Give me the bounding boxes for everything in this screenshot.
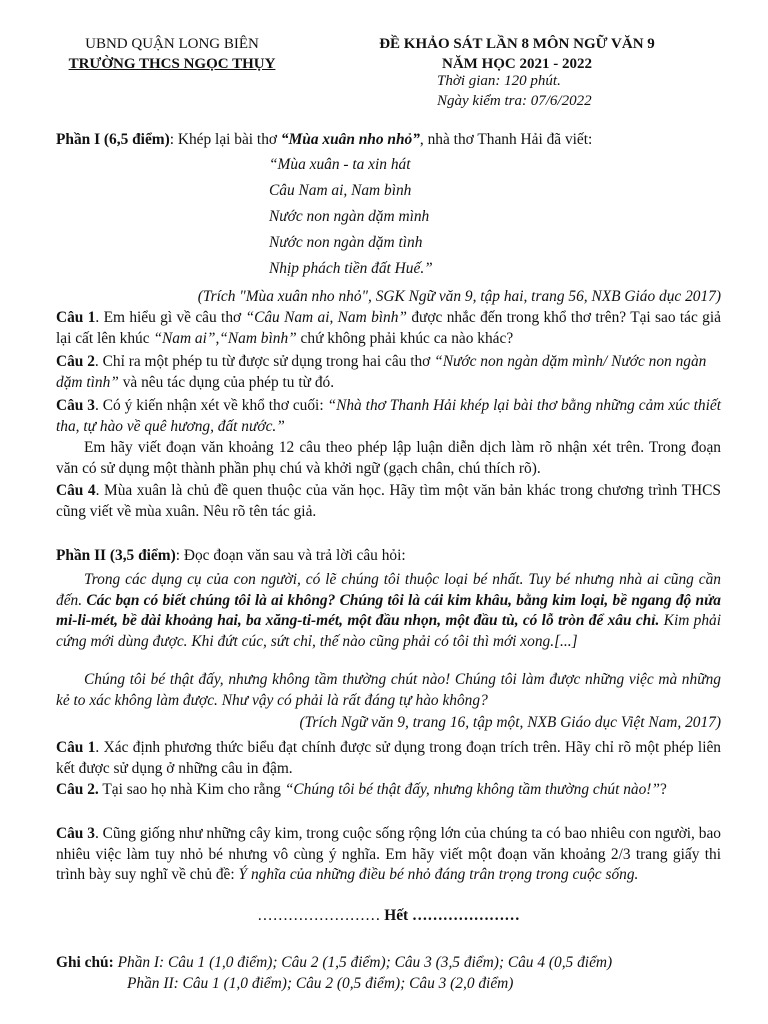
bold-sentences: Các bạn có biết chúng tôi là ai không? Chúng tôi là cái kim khâu, bằng kim loại, bề ngang độ nửa mi-li-mét, bề dài khoảng hai, ba xăng-ti-mét, một đầu nhọn, một đầu tù, có lỗ tròn để xâu chỉ. bbox=[56, 591, 721, 630]
paragraph-text: Trong các dụng cụ của con người, có lẽ chúng tôi thuộc loại bé nhất. Tuy bé nhưng nhà ai cũng cần đến. bbox=[56, 571, 721, 609]
question-text: . Có ý kiến nhận xét về khổ thơ cuối: bbox=[95, 397, 328, 414]
org-name: UBND QUẬN LONG BIÊN bbox=[85, 36, 259, 52]
poem-line: “Mùa xuân - ta xin hát bbox=[269, 156, 411, 173]
question-quote: “Nước non ngàn dặm mình/ Nước non ngàn dặm tình” bbox=[56, 353, 707, 391]
question-label: Câu 2. bbox=[56, 781, 99, 798]
part1-intro bbox=[56, 130, 721, 151]
question-label: Câu 3 bbox=[56, 397, 95, 414]
part2-heading: Phần II (3,5 điểm) bbox=[56, 547, 176, 564]
end-marker bbox=[56, 906, 721, 927]
question-text: . Cũng giống như những cây kim, trong cuộc sống rộng lớn của chúng ta có bao nhiêu con người, bao nhiêu việc làm tuy nhỏ bé nhưng vô cùng ý nghĩa. Em hãy viết một đoạn văn khoảng 2/3 trang giấy thi trình bày suy nghĩ về chủ đề: bbox=[56, 825, 721, 884]
poem-line: Câu Nam ai, Nam bình bbox=[269, 182, 412, 199]
poem-line: Nhịp phách tiền đất Huế.” bbox=[269, 260, 433, 277]
part2-source: (Trích Ngữ văn 9, trang 16, tập một, NXB Giáo dục Việt Nam, 2017) bbox=[299, 714, 721, 731]
question-quote: “Nhà thơ Thanh Hải khép lại bài thơ bằng những cảm xúc thiết tha, tự hào về quê hương, đất nước.” bbox=[56, 397, 721, 435]
exam-meta bbox=[437, 71, 592, 111]
part2-intro-text: : Đọc đoạn văn sau và trả lời câu hỏi: bbox=[175, 547, 406, 564]
note-label: Ghi chú: bbox=[56, 954, 114, 971]
poem-excerpt bbox=[269, 152, 433, 282]
poem-line: Nước non ngàn dặm mình bbox=[269, 208, 430, 225]
question-quote: “Nam ai”,“Nam bình” bbox=[153, 329, 297, 347]
question-text: ? bbox=[659, 781, 667, 798]
note-line: Phần I: Câu 1 (1,0 điểm); Câu 2 (1,5 điểm); Câu 3 (3,5 điểm); Câu 4 (0,5 điểm) bbox=[117, 954, 613, 971]
exam-time: Thời gian: 120 phút. bbox=[437, 73, 561, 89]
exam-title: ĐỀ KHẢO SÁT LẦN 8 MÔN NGỮ VĂN 9 bbox=[379, 36, 655, 52]
part2-question-1 bbox=[56, 738, 721, 779]
question-quote: “Câu Nam ai, Nam bình” bbox=[245, 309, 407, 326]
part1-heading: Phần I (6,5 điểm) bbox=[56, 131, 170, 148]
part1-source: (Trích "Mùa xuân nho nhỏ", SGK Ngữ văn 9, tập hai, trang 56, NXB Giáo dục 2017) bbox=[197, 288, 721, 305]
end-dots: ………………… bbox=[412, 907, 520, 924]
question-text: và nêu tác dụng của phép tu từ đó. bbox=[118, 373, 335, 391]
part2-intro bbox=[56, 546, 721, 567]
part2-question-3 bbox=[56, 824, 721, 886]
question-label: Câu 1 bbox=[56, 309, 96, 326]
part1-question-1 bbox=[56, 308, 721, 349]
question-topic: Ý nghĩa của những điều bé nhỏ đáng trân trọng trong cuộc sống. bbox=[238, 866, 639, 884]
question-label: Câu 4 bbox=[56, 482, 96, 499]
paragraph-text: Kim phải cứng mới dùng được. Khi đứt cúc, sứt chỉ, thế nào cũng phải có tôi thì mới xong.[...] bbox=[56, 612, 721, 650]
poem-title: “Mùa xuân nho nhỏ” bbox=[280, 131, 420, 148]
school-name: TRƯỜNG THCS NGỌC THỤY bbox=[68, 56, 276, 72]
question-text: . Em hiểu gì về câu thơ bbox=[95, 309, 246, 326]
question-text: Tại sao họ nhà Kim cho rằng bbox=[98, 781, 285, 798]
part2-question-2 bbox=[56, 780, 721, 801]
reading-paragraph-2: Chúng tôi bé thật đấy, nhưng không tầm thường chút nào! Chúng tôi làm được những việc mà những kẻ to xác không làm được. Như vậy có phải là rất đáng tự hào không? bbox=[56, 671, 721, 709]
part1-question-4 bbox=[56, 481, 721, 522]
question-text: . Mùa xuân là chủ đề quen thuộc của văn học. Hãy tìm một văn bản khác trong chương trình THCS cũng viết về mùa xuân. Nêu rõ tên tác giả. bbox=[56, 482, 721, 520]
score-note bbox=[56, 953, 746, 974]
question-text: chứ không phải khúc ca nào khác? bbox=[296, 329, 514, 347]
header-right bbox=[352, 34, 682, 74]
end-dots: …………………… bbox=[257, 907, 381, 924]
question-text: . Xác định phương thức biểu đạt chính được sử dụng trong đoạn trích trên. Hãy chỉ rõ một phép liên kết được sử dụng ở những câu in đậm. bbox=[56, 739, 721, 777]
end-label: Hết bbox=[384, 907, 409, 924]
reading-paragraph-1 bbox=[56, 570, 721, 652]
question-text: được nhắc đến trong khổ thơ trên? Tại sao tác giả lại cất lên khúc bbox=[56, 309, 721, 347]
question-label: Câu 1 bbox=[56, 739, 96, 756]
school-year: NĂM HỌC 2021 - 2022 bbox=[442, 56, 592, 72]
question-quote: “Chúng tôi bé thật đấy, nhưng không tầm thường chút nào!” bbox=[284, 781, 660, 798]
question-label: Câu 2 bbox=[56, 353, 95, 370]
part1-question-3-task: Em hãy viết đoạn văn khoảng 12 câu theo phép lập luận diễn dịch làm rõ nhận xét trên. Trong đoạn văn có sử dụng một thành phần phụ chú và khởi ngữ (gạch chân, chú thích rõ). bbox=[56, 439, 721, 477]
part1-intro-text-2: , nhà thơ Thanh Hải đã viết: bbox=[419, 131, 593, 148]
note-line: Phần II: Câu 1 (1,0 điểm); Câu 2 (0,5 điểm); Câu 3 (2,0 điểm) bbox=[127, 975, 514, 992]
exam-date: Ngày kiểm tra: 07/6/2022 bbox=[437, 93, 592, 109]
part1-question-2 bbox=[56, 352, 721, 393]
poem-line: Nước non ngàn dặm tình bbox=[269, 234, 423, 251]
question-label: Câu 3 bbox=[56, 825, 95, 842]
part1-question-3 bbox=[56, 396, 721, 437]
question-text: . Chỉ ra một phép tu từ được sử dụng trong hai câu thơ bbox=[94, 353, 435, 370]
header-left bbox=[46, 34, 298, 74]
part1-intro-text: : Khép lại bài thơ bbox=[169, 131, 281, 148]
